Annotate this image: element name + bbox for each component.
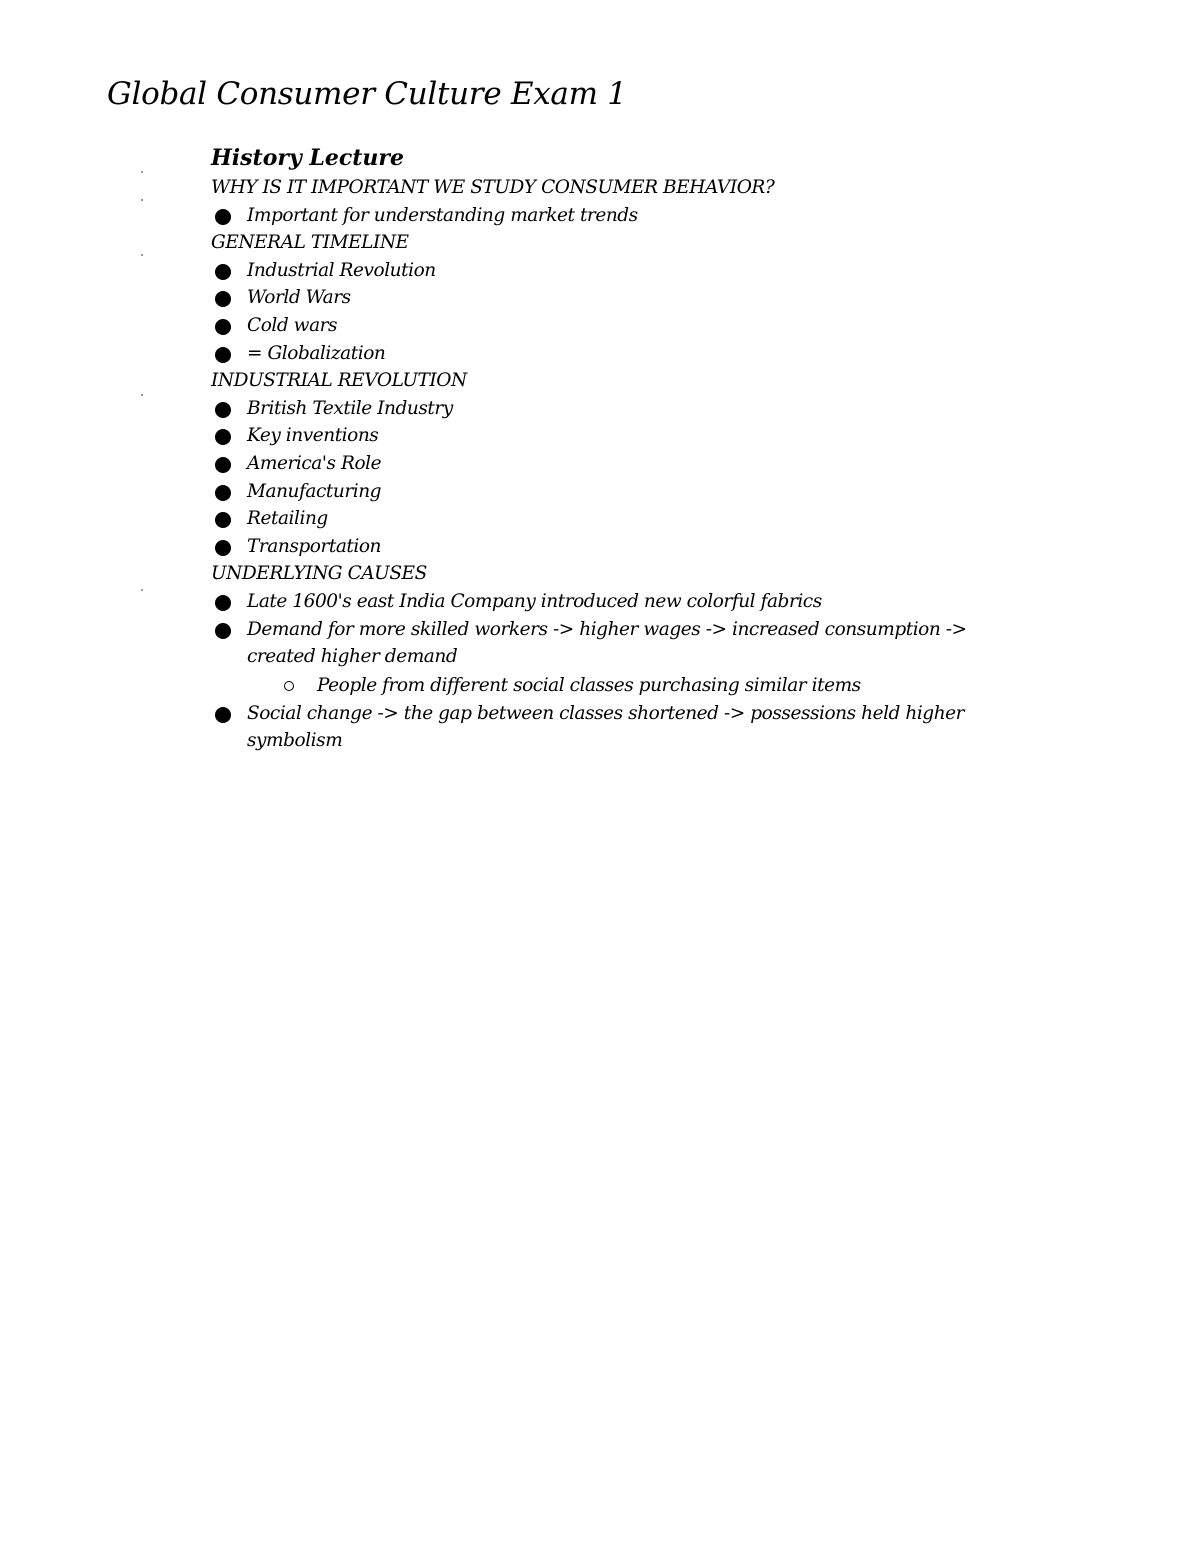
bullet-icon xyxy=(215,485,231,501)
document-body xyxy=(211,142,1031,755)
block-heading: INDUSTRIAL REVOLUTION xyxy=(211,370,467,392)
bullet-icon xyxy=(215,540,231,556)
margin-mark xyxy=(141,589,143,591)
list-item-text: Cold wars xyxy=(247,314,338,336)
list-item xyxy=(211,700,1031,755)
list-item xyxy=(211,257,1031,285)
block-heading: WHY IS IT IMPORTANT WE STUDY CONSUMER BEHAVIOR? xyxy=(211,177,775,198)
list-item xyxy=(211,340,1031,368)
list-item-text: Industrial Revolution xyxy=(247,259,436,281)
section-title: History Lecture xyxy=(211,145,405,171)
bullet-icon xyxy=(215,429,231,445)
list-item-text: Manufacturing xyxy=(247,480,382,502)
bullet-icon xyxy=(215,402,231,418)
bullet-icon xyxy=(215,457,231,473)
bullet-icon xyxy=(215,707,231,723)
document-title: Global Consumer Culture Exam 1 xyxy=(107,76,627,112)
list-item-text: Social change -> the gap between classes shortened -> possessions held higher symbolism xyxy=(247,702,965,752)
list-item xyxy=(211,478,1031,506)
list-item-text: British Textile Industry xyxy=(247,397,453,419)
margin-mark xyxy=(141,254,143,256)
margin-mark xyxy=(141,171,143,173)
bullet-icon xyxy=(215,209,231,225)
sub-list-item xyxy=(211,671,1031,700)
list-item xyxy=(211,395,1031,423)
list-item-text: World Wars xyxy=(247,287,351,309)
list-item-text: Important for understanding market trends xyxy=(247,204,638,226)
list-item xyxy=(211,588,1031,616)
bullet-icon xyxy=(215,264,231,280)
list-item-text: Demand for more skilled workers -> higher wages -> increased consumption -> created higher demand xyxy=(247,618,967,668)
bullet-icon xyxy=(215,623,231,639)
list-item-text: America's Role xyxy=(247,452,382,474)
margin-mark xyxy=(141,199,143,201)
margin-mark xyxy=(141,394,143,396)
list-item-text: Key inventions xyxy=(247,425,379,447)
list-item-text: Late 1600's east India Company introduced new colorful fabrics xyxy=(247,590,822,612)
list-item xyxy=(211,533,1031,561)
bullet-icon xyxy=(215,291,231,307)
list-item-text: = Globalization xyxy=(247,342,386,364)
list-item xyxy=(211,284,1031,312)
list-item xyxy=(211,616,1031,671)
block-heading: GENERAL TIMELINE xyxy=(211,232,409,254)
bullet-icon xyxy=(215,319,231,335)
block-heading: UNDERLYING CAUSES xyxy=(211,563,427,585)
hollow-bullet-icon xyxy=(284,681,294,691)
list-item xyxy=(211,422,1031,450)
list-item xyxy=(211,505,1031,533)
sub-list-item-text: People from different social classes purchasing similar items xyxy=(317,674,861,696)
list-item xyxy=(211,202,1031,230)
list-item xyxy=(211,450,1031,478)
list-item-text: Retailing xyxy=(247,508,328,530)
bullet-icon xyxy=(215,512,231,528)
bullet-icon xyxy=(215,347,231,363)
bullet-icon xyxy=(215,595,231,611)
list-item-text: Transportation xyxy=(247,535,382,557)
list-item xyxy=(211,312,1031,340)
